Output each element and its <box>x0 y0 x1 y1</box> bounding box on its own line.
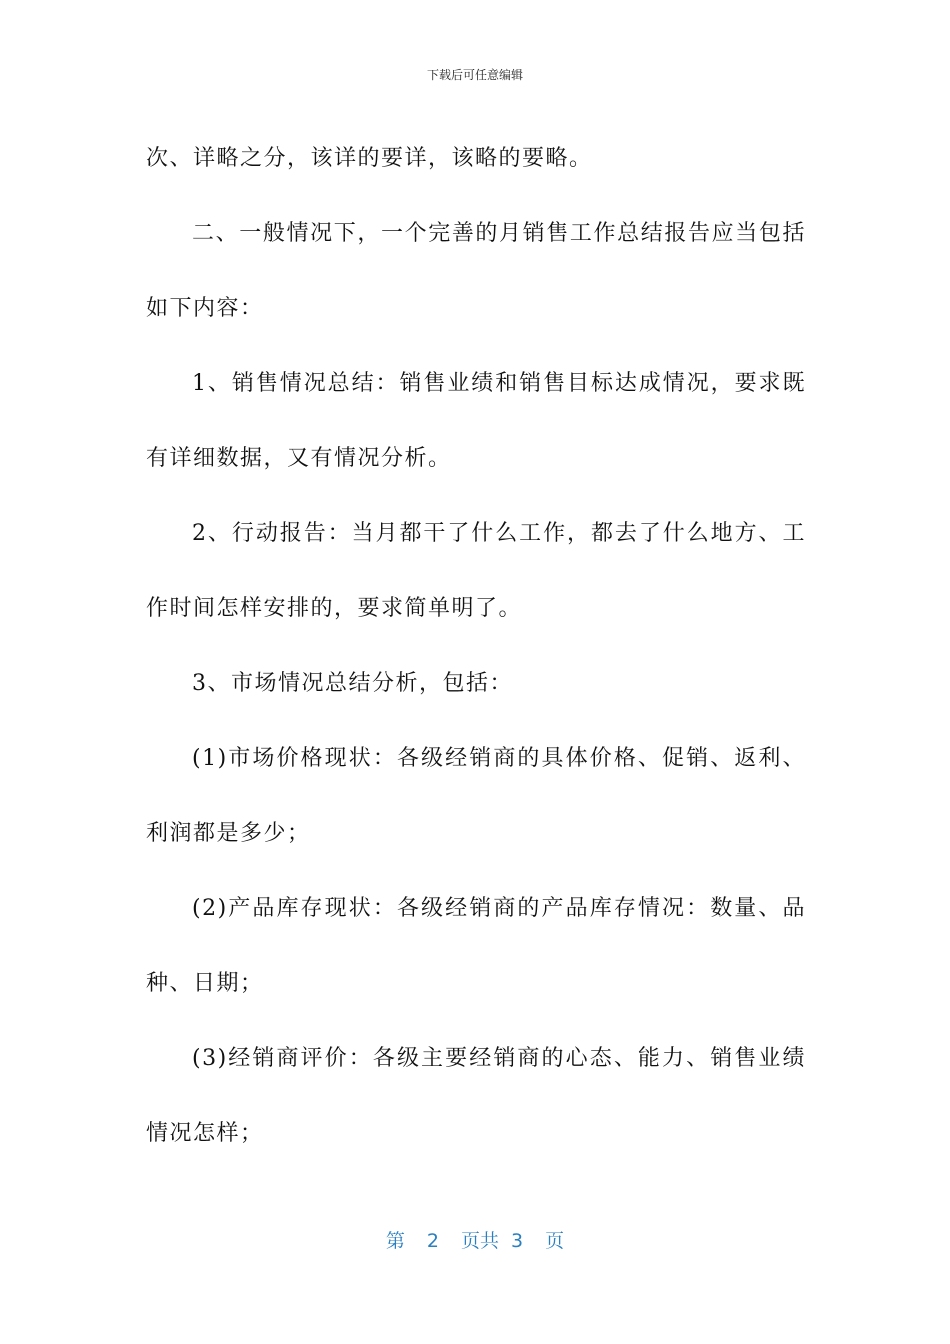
footer-middle: 页共 <box>460 1230 499 1252</box>
paragraph-item-1: 1、销售情况总结：销售业绩和销售目标达成情况，要求既有详细数据，又有情况分析。 <box>146 371 806 471</box>
document-body <box>146 121 806 1171</box>
page-header: 下载后可任意编辑 <box>426 68 523 82</box>
footer-prefix: 第 <box>385 1230 405 1252</box>
footer-page-number: 2 <box>426 1230 439 1252</box>
footer-suffix: 页 <box>545 1230 565 1252</box>
paragraph-subitem-3: (3)经销商评价：各级主要经销商的心态、能力、销售业绩情况怎样； <box>146 1046 806 1146</box>
paragraph-section-two: 二、一般情况下，一个完善的月销售工作总结报告应当包括如下内容： <box>146 221 806 321</box>
paragraph-continuation: 次、详略之分，该详的要详，该略的要略。 <box>146 146 593 171</box>
paragraph-subitem-2: (2)产品库存现状：各级经销商的产品库存情况：数量、品种、日期； <box>146 896 806 996</box>
paragraph-subitem-1: (1)市场价格现状：各级经销商的具体价格、促销、返利、利润都是多少； <box>146 746 806 846</box>
paragraph-item-2: 2、行动报告：当月都干了什么工作，都去了什么地方、工作时间怎样安排的，要求简单明了。 <box>146 521 806 621</box>
page-footer <box>0 1226 950 1253</box>
paragraph-item-3: 3、市场情况总结分析，包括： <box>192 671 513 696</box>
footer-total-pages: 3 <box>511 1230 524 1252</box>
